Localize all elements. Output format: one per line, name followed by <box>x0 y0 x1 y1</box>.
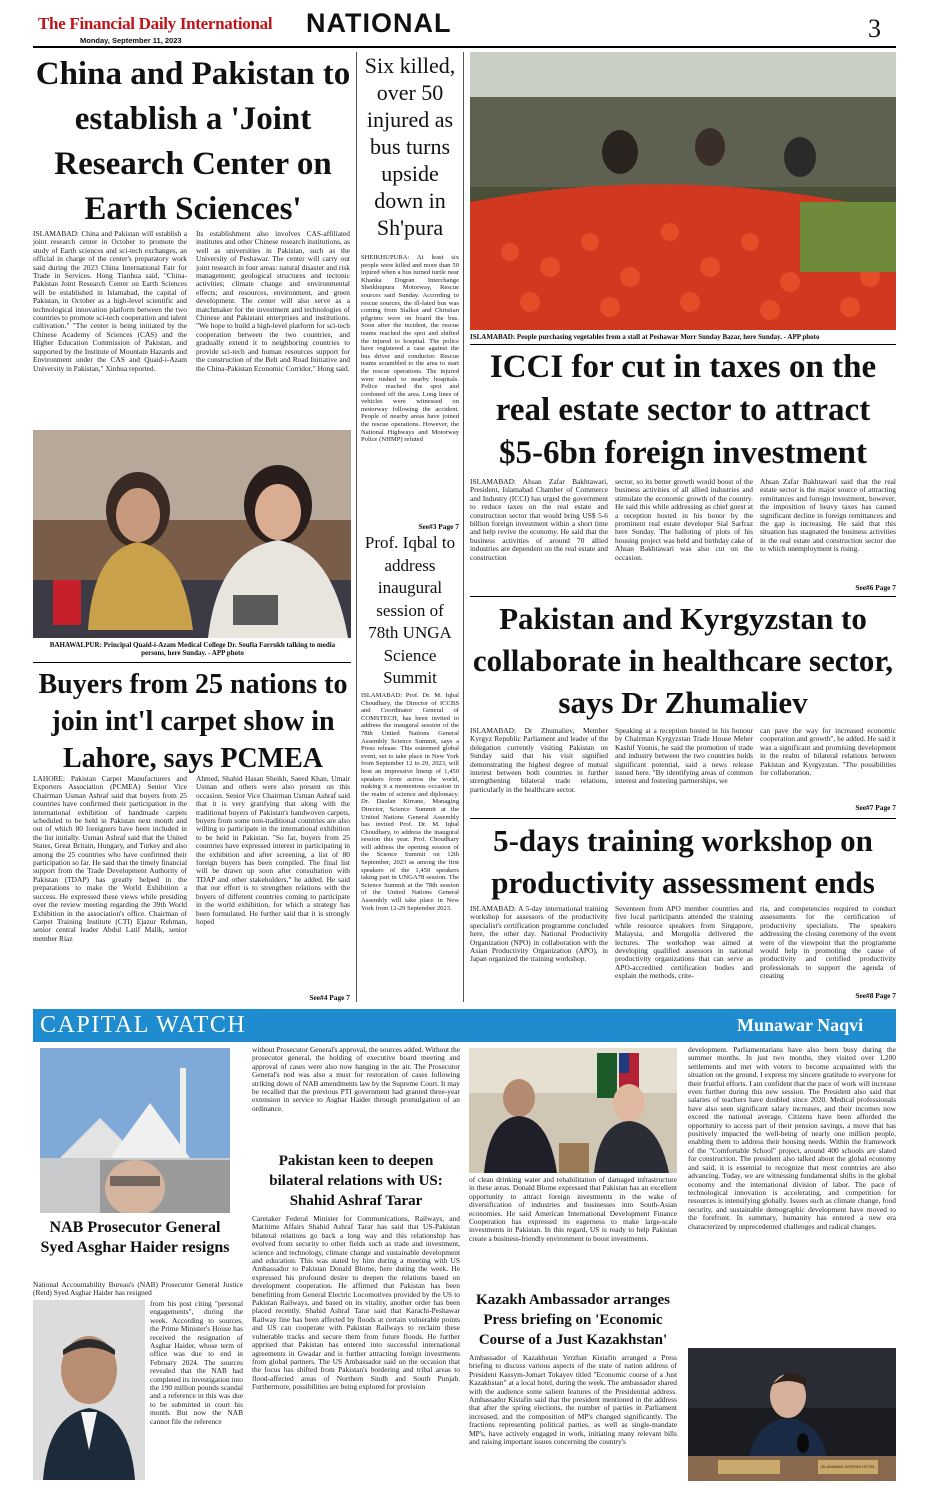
capital-watch-title: CAPITAL WATCH <box>40 1012 247 1038</box>
nab-photo-parliament <box>40 1048 230 1213</box>
workshop-body-col3: ria, and competencies required to conduct assessments for the certification of productivity specialists. The speakers addressing the closing ceremony of the event were of the viewpoint that the programme would help in promoting the cause of productivity and certified productivity professionals to support the agenda of creating <box>760 905 896 981</box>
workshop-body-col1: ISLAMABAD: A 5-day international training workshop for assessors of the productivity specialist's certification programme concluded here, the other day. National Productivity Organization (NPO) in collaboration with the Asian Productivity Organization (APO), in Japan organized the training workshop. <box>470 905 608 964</box>
bus-headline: Six killed, over 50 injured as bus turns upside down in Sh'pura <box>364 53 456 240</box>
kazakh-continued: development. Parliamentarians have also been busy during the summer months. In just two months, they visited over 1,200 settlements and met with voters to become acquainted with the situation on the ground. I express my sincere gratitude to everyone for their fruitful efforts. I am confident that the pace of work will increase even further during this new session. The President also said that salaries of teachers have doubled since 2020. Medical professionals have also seen significant salary increases, and their incomes now exceed the national average. Citizens have been afforded the opportunity to access part of their pension savings, a move that has positively impacted the well-being of nearly one million people, enabling them to address their housing needs. Within the framework of the "Comfortable School" project, around 400 schools are slated for construction. The president also talked about the global economy and said, it is essential to recognize that most countries are also advancing. Today, we are witnessing fundamental shifts in the global economy and the international division of labor. The pace of technological innovation is accelerating, and competition for resources is intensifying globally. Issues such as climate change, food security, and sustainable demographic development have moved to the forefront. In summary, humanity has entered a new era characterized by unprecedented challenges and radical changes. <box>688 1046 896 1231</box>
section-title: NATIONAL <box>306 8 452 38</box>
us-body: Caretaker Federal Minister for Communications, Railways, and Maritime Affairs Shahid Ashraf Tarar has said that US-Pakistan bilateral relations go back a long way and this relationship has evolved from security to other fields such as trade and investment, science and technology, climate change and sustainable development and education. This was stated by him during a meeting with US Ambassador to Pakistan Donald Blome, here during the week. He expressed his profound desire to deepen the relations based on development cooperation. He affirmed that Pakistan has been benefitting from General Electric Locomotives provided by the US to Pakistan Railways, and based on its vitality, another order has been placed recently. Shahid Ashraf Tarar said that Karachi-Peshawar Railway line has been affected by floods at certain vulnerable points and US can cooperate with Pakistan Railways to reclaim these vulnerable tracks and secure them from future floods. He further apprised that Pakistan has entered into successful international agreements in Gwadar and is further attracting foreign investments from global partners. The US Ambassador said on the occasion that the focus has shifted from Pakistan's bordering and tribal areas to flood-affected areas of Northern Sindh and South Punjab. Furthermore, possibilities are being explored for provision <box>252 1215 460 1392</box>
china-body-col1: ISLAMABAD: China and Pakistan will establish a joint research center in October to promote the study of Earth sciences and sci-tech exchanges, an official in charge of the center's preparatory work said during the 2023 China International Fair for Trade in Services. Hong Tianhua said, "China-Pakistan Joint Research Center on Earth Sciences will be established in Islamabad, the capital of Pakistan, in October as a high-level scientific and technological innovation platform between the two countries to promote sci-tech cooperation and talent cultivation." "The center is being initiated by the Chinese Academy of Sciences (CAS) and the Higher Education Commission of Pakistan, and supported by the Institute of Mountain Hazards and Environment under the CAS and Quaid-i-Azam University in Pakistan," Xinhua reported. <box>33 230 187 373</box>
bus-see-more: See#3 Page 7 <box>418 522 459 531</box>
capital-watch-author: Munawar Naqvi <box>737 1015 864 1035</box>
us-meeting-photo <box>469 1048 677 1173</box>
carpet-body-col2: Ahmed, Shahid Hasan Sheikh, Saeed Khan, Umair Usman and others were also present on this occasion. Senior Vice Chairman Usman Ashraf said that it is very gratifying that along with the traditional buyers of Pakistan's handwoven carpets, buyers from some non-traditional countries are also willing to participate in the international exhibition to be held in Pakistan. "So far, buyers from 25 countries have expressed interest in participating in the exhibition and after screening, a list of 80 foreign buyers has been compiled. The final list will be drawn up soon after consultation with TDAP and other stakeholders," he added. He said that our effort is to strengthen relations with the buyers of different countries coming to participate in the world exhibition, for which a strategy has been formulated. He further said that it is strongly hoped <box>196 775 350 926</box>
divider <box>470 818 896 819</box>
divider <box>470 596 896 597</box>
kazakh-headline: Kazakh Ambassador arranges Press briefing on 'Economic Course of a Just Kazakhstan' <box>476 1292 670 1348</box>
column-divider <box>463 52 464 1002</box>
divider <box>33 662 351 663</box>
workshop-headline: 5-days training workshop on productivity assessment ends <box>491 823 875 900</box>
china-body-col2: Its establishment also involves CAS-affiliated institutes and other Chinese research institutions, as well as universities in Pakistan, such as the University of Peshawar. The center will carry out joint research in four areas: natural disaster and risk management; geological structures and tectonic activities; climate change and environmental effects; and resources, environment, and green development. The center will also serve as a matchmaker for the investment and technologies of Chinese and Pakistani enterprises and institutions. "We hope to build a high-level platform for sci-tech cooperation between the two countries, and gradually extend it to neighboring countries to provide sci-tech and human resources support for the construction of the Belt and Road Initiative and the China-Pakistan Economic Corridor," Hong said. <box>196 230 350 373</box>
nab-continued: without Prosecutor General's approval, the sources added. Without the prosecutor general, the holding of executive board meeting and approval of cases were also now hanging in the air. The Prosecutor General's nod was also a must for restoration of cases following striking down of NAB amendments law by the Supreme Court. It may be recalled that the previous PTI government had granted three-year extension in service to Asghar Haider through promulgation of an ordinance. <box>252 1046 460 1113</box>
carpet-see-more: See#4 Page 7 <box>309 993 350 1002</box>
divider <box>470 344 896 345</box>
bahawalpur-photo <box>33 430 351 638</box>
workshop-see-more: See#8 Page 7 <box>855 991 896 1000</box>
nab-lead: National Accountability Bureau's (NAB) Prosecutor General Justice (Retd) Syed Asghar Haider has resigned <box>33 1281 243 1298</box>
nab-body: from his post citing "personal engagements", during the week. According to sources, the Prime Minister's House has received the resignation of Asghar Haider, whose term of office was due to end in February 2024. The sources revealed that the NAB had completed its investigation into the 190 million pounds scandal and a reference in this was due to be submitted in court his month. But now the NAB cannot file the reference <box>150 1300 243 1426</box>
kazakh-briefing-photo <box>688 1348 896 1481</box>
kyrgyz-body-col2: Speaking at a reception hosted in his honour by Chairman Kyrgyzstan Trade House Meher Kashif Younis, he said the promotion of trade and industry between the two countries holds significant potential, said a news release issued here. "By identifying areas of common interest and fostering partnerships, we <box>615 727 753 786</box>
iqbal-body: ISLAMABAD: Prof. Dr. M. Iqbal Choudhary, the Director of ICCBS and Coordinator General of COMSTECH, has been invited to address the inaugural session of the 78th United Nations General Assembly Science Summit, says a Press release. This esteemed global event, set to take place in New York from September 12 to 29, 2023, will host an impressive lineup of 1,450 speakers from across the world, making it a momentous occasion in the realm of science and diplomacy. Dr. Daulan Kirrane, Managing Director, Science Summit at the United Nations General Assembly has invited Prof. Dr. M. Iqbal Choudhary, to address the inaugural session this year. Prof. Choudhary will address the opening session of the Science Summit on 12th September, 2023 as among the first speakers of the 1,450 speakers taking part in UNGA78 session. The Science Summit at the 78th session of the United Nations General Assembly will take place in New York from 12-29 September 2023. <box>361 692 459 912</box>
carpet-body-col1: LAHORE: Pakistan Carpet Manufacturers and Exporters Association (PCMEA) Senior Vice Chairman Usman Ashraf said that buyers from 25 countries have confirmed their participation in the international exhibition of handmade carpets scheduled to be held in Pakistan next month and out of which 80 foreigners have been included in the list initially. Usman Ashraf said that the United States, Great Britain, Hungary, and Turkey and also among the 25 countries who have confirmed their participation so far. He said that the timely financial support from the Trade Development Authority of Pakistan (TDAP) has greatly helped in the preparations to make the World Exhibition a success. He expressed these views while presiding over the review meeting regarding the 39th World Exhibition in the association's office. Chairman of Carpet Training Institute (CTI) Ejazur Rehman, senior central leader Abdul Latif Malik, senior member Riaz <box>33 775 187 943</box>
icci-body-col3: Ahsan Zafar Bakhtawari said that the real estate sector is the major source of attracting remittances and foreign investment, however, the imposition of heavy taxes has caused significant decline in foreign remittances and the gap is increasing. He said that this situation has stagnated the business activities in the real estate and construction sector due to which unemployment is rising. <box>760 478 896 554</box>
nab-headline: NAB Prosecutor General Syed Asghar Haider resigns <box>40 1219 230 1256</box>
kyrgyz-headline: Pakistan and Kyrgyzstan to collaborate in healthcare sector, says Dr Zhumaliev <box>472 601 894 720</box>
column-divider <box>356 52 357 1002</box>
icci-body-col2: sector, so its better growth would boost of the business activities of all allied industries and stimulate the economic growth of the country. He said this while addressing as chief guest at a reception hosted in his honor by the prominent real estate developer Sial Sarfraz here Sunday. The balloting of plots of his housing project was held and birthday cake of Ahsan Bakhtawari was also cut on the occasion. <box>615 478 753 562</box>
icci-see-more: See#6 Page 7 <box>855 583 896 592</box>
bahawalpur-caption: BAHAWALPUR: Principal Quaid-i-Azam Medical College Dr. Soufia Farrukh talking to media persons, here Sunday. - APP photo <box>49 641 336 657</box>
us-headline: Pakistan keen to deepen bilateral relations with US: Shahid Ashraf Tarar <box>269 1153 443 1209</box>
us-continued: of clean drinking water and rehabilitation of damaged infrastructure in these areas. Donald Blome expressed that Pakistan has an excellent opportunity to attract foreign investments in the wake of diversification of industries and businesses into South-Asian economies. He said American International Development Finance Cooperation has expressed its eagerness to make large-scale investments in Pakistan. In this regard, US is ready to help Pakistan create a business-friendly environment to boost investments. <box>469 1176 677 1243</box>
china-headline: China and Pakistan to establish a 'Joint Research Center on Earth Sciences' <box>35 56 351 227</box>
icci-headline: ICCI for cut in taxes on the real estate sector to attract $5-6bn foreign investment <box>489 349 877 471</box>
issue-date: Monday, September 11, 2023 <box>80 36 182 45</box>
kyrgyz-body-col3: can pave the way for increased economic cooperation and growth", he added. He said it was a significant and promising development in the realm of bilateral relations between Pakistan and Kyrgyzstan. "The possibilities for collaboration. <box>760 727 896 778</box>
iqbal-headline: Prof. Iqbal to address inaugural session of 78th UNGA Science Summit <box>364 533 456 687</box>
bus-body: SHEIKHUPURA: At least six people were killed and more than 50 injured when a bus turned turtle near Khanka Dogran Interchange Sheikhupura Motorway, Rescue sources said Sunday. According to rescue sources, the ill-fated bus was coming from Sialkot and Christian pilgrims were on board the bus. Soon after the incident, the rescue teams reached the spot and shifted the injured to hospital. The police have registered a case against the bus driver and conductor. Rescue teams scrambled to the area to start the rescue operations. The injured were rushed to nearby hospitals. Police reached the spot and cordoned off the area. Long lines of vehicles were witnessed on motorway following the accident. People of nearby areas have joined the rescue operations. However, the National Highways and Motorway Police (NHMP) refuted <box>361 254 459 444</box>
carpet-headline: Buyers from 25 nations to join int'l carpet show in Lahore, says PCMEA <box>38 669 348 774</box>
paper-name: The Financial Daily International <box>38 14 273 33</box>
page-number: 3 <box>868 14 881 43</box>
kazakh-body: Ambassador of Kazakhstan Yerzhan Kistafin arranged a Press briefing to discuss various aspects of the state of nation address of President Kassym-Jomart Tokayev titled "Economic course of a Just Kazakhstan" at a local hotel, during the week. The ambassador shared with the audience some salient features of the Presidential address. Ambassador Kistafin said that the president mentioned in the address that after the spring elections, the number of parties in Parliament increased, and the composition of MP's changed significantly. The fractions representing political parties, as well as single-mandate MP's, have actively engaged in work, initiating many relevant bills and raising important issues concerning the country's <box>469 1354 677 1447</box>
icci-body-col1: ISLAMABAD: Ahsan Zafar Bakhtawari, President, Islamabad Chamber of Commerce and Industry (ICCI) has urged the government to reduce taxes on the real estate and construction sector that would bring US$ 5-6 billion foreign investment within a short time and help revive the economy. He said that the business activities of around 70 allied industries are dependent on the real estate and construction <box>470 478 608 562</box>
kyrgyz-see-more: See#7 Page 7 <box>855 803 896 812</box>
market-photo <box>470 52 896 330</box>
kyrgyz-body-col1: ISLAMABAD: Dr Zhumaliev, Member Kyrgyz Republic Parliament and leader of the delegation currently visiting Pakistan on Sunday said that his visit signified demonstrating the highest degree of mutual interest between both countries in further strengthening bilateral trade relations, particularly in the healthcare sector. <box>470 727 608 794</box>
masthead-rule <box>33 46 896 48</box>
kazakh-photo-plaque: ISLAMABAD SERENA HOTEL <box>820 1464 876 1469</box>
nab-photo-portrait <box>33 1300 145 1480</box>
workshop-body-col2: Seventeen from APO member countries and five local participants attended the training while resource speakers from Singapore, Malaysia, and Mongolia delivered the lectures. The workshop was aimed at developing qualified assessors in national productivity organizations that can serve as APO-accredited certification bodies and explain the methods, crite- <box>615 905 753 981</box>
market-caption: ISLAMABAD: People purchasing vegetables from a stall at Peshawar Morr Sunday Bazar, here Sunday. - APP photo <box>470 333 820 341</box>
